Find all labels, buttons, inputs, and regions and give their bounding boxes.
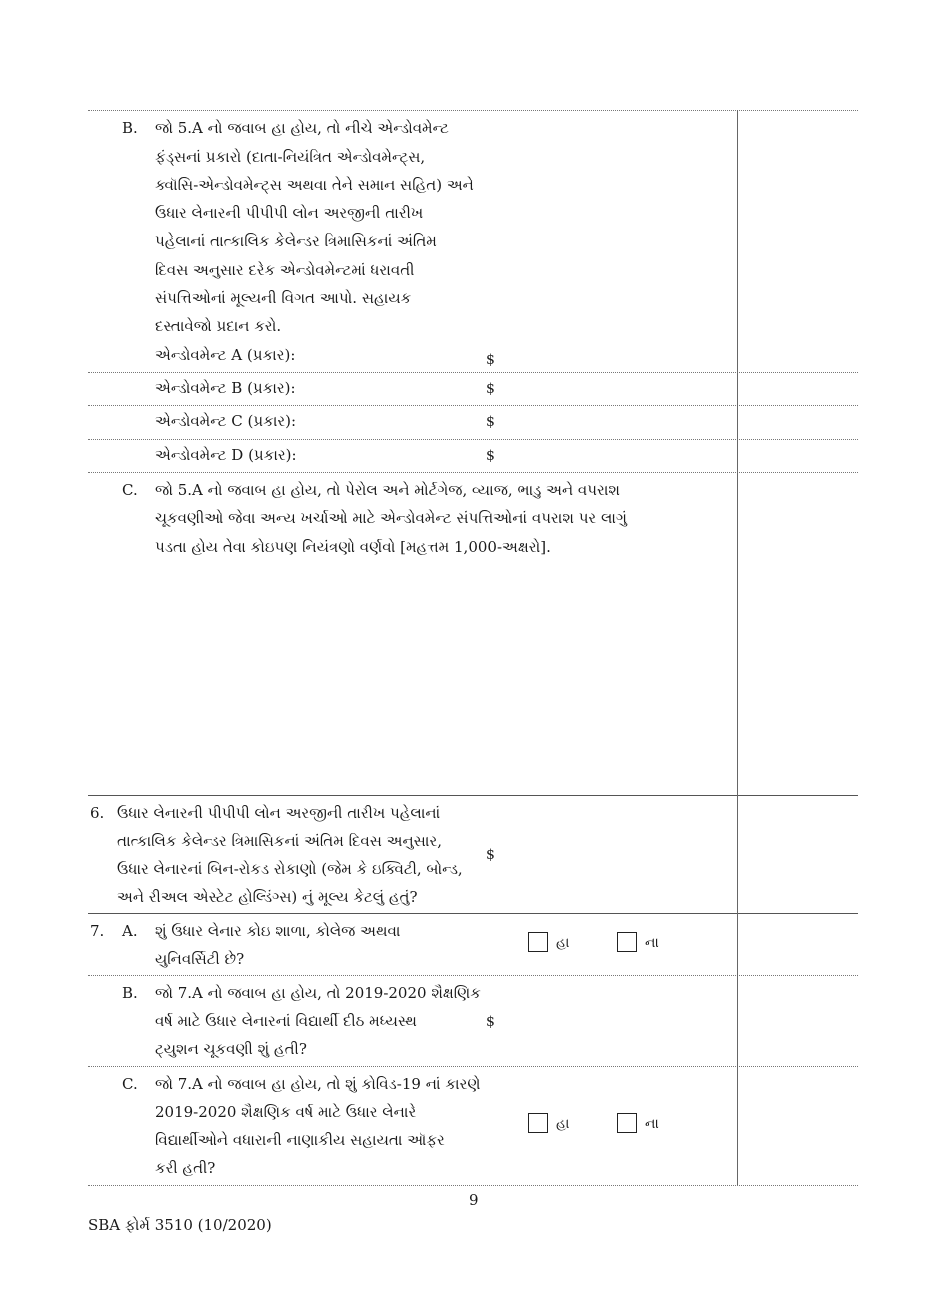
row-divider — [88, 110, 858, 111]
q7c-line: જો 7.A નો જવાબ હા હોય, તો શું કોવિડ-19 નાં કારણે — [155, 1075, 481, 1093]
q7b-line: જો 7.A નો જવાબ હા હોય, તો 2019-2020 શૈક્ષણિક — [155, 984, 481, 1002]
q5b-line: દિવસ અનુસાર દરેક એન્ડોવમેન્ટમાં ધરાવતી — [155, 261, 415, 279]
row-divider — [88, 372, 858, 373]
q5b-line: સંપત્તિઓનાં મૂલ્યની વિગત આપો. સહાયક — [155, 289, 412, 307]
q5c-line: ચૂકવણીઓ જેવા અન્ય ખર્ચાઓ માટે એન્ડોવમેન્ટ સંપત્તિઓનાં વપરાશ પર લાગું — [155, 509, 627, 527]
q6-amount-field[interactable]: $ — [486, 847, 495, 863]
row-divider — [88, 439, 858, 440]
row-divider — [88, 1066, 858, 1067]
q7c-letter: C. — [122, 1075, 138, 1093]
q5b-line: જો 5.A નો જવાબ હા હોય, તો નીચે એન્ડોવમેન્ટ — [155, 119, 449, 137]
q7c-line: કરી હતી? — [155, 1159, 216, 1177]
q5b-line: પહેલાનાં તાત્કાલિક કેલેન્ડર ત્રિમાસિકનાં અંતિમ — [155, 232, 437, 250]
q7b-line: ટ્યુશન ચૂકવણી શું હતી? — [155, 1040, 307, 1058]
form-id: SBA ફોર્મ 3510 (10/2020) — [88, 1216, 272, 1234]
row-divider — [88, 975, 858, 976]
page-number: 9 — [469, 1191, 479, 1209]
q5b-line: દસ્તાવેજો પ્રદાન કરો. — [155, 317, 282, 335]
q6-number: 6. — [90, 804, 105, 822]
q5c-line: પડતા હોય તેવા કોઇપણ નિયંત્રણો વર્ણવો [મહત્તમ 1,000-અક્ષરો]. — [155, 538, 551, 556]
q7a-no-checkbox[interactable] — [617, 932, 637, 952]
q7a-line: યુનિવર્સિટી છે? — [155, 950, 245, 968]
q7c-line: 2019-2020 શૈક્ષણિક વર્ષ માટે ઉધાર લેનારે — [155, 1103, 417, 1121]
q5b-line: ક્વૉસિ-એન્ડોવમેન્ટ્સ અથવા તેને સમાન સહિત) અને — [155, 176, 474, 194]
q6-line: ઉધાર લેનારનાં બિન-રોકડ રોકાણો (જેમ કે ઇક્વિટી, બોન્ડ, — [117, 860, 463, 878]
q7a-yes-label: હા — [556, 935, 570, 951]
endowment-a-label: એન્ડોવમેન્ટ A (પ્રકાર): — [155, 346, 296, 364]
q7b-line: વર્ષ માટે ઉધાર લેનારનાં વિદ્યાર્થી દીઠ મધ્યસ્થ — [155, 1012, 417, 1030]
endowment-c-label: એન્ડોવમેન્ટ C (પ્રકાર): — [155, 412, 297, 430]
endowment-c-amount-field[interactable]: $ — [486, 414, 495, 430]
q5b-letter: B. — [122, 119, 138, 137]
endowment-d-label: એન્ડોવમેન્ટ D (પ્રકાર): — [155, 446, 297, 464]
row-divider — [88, 795, 858, 796]
q7b-letter: B. — [122, 984, 138, 1002]
q7a-yes-checkbox[interactable] — [528, 932, 548, 952]
q5c-answer-area[interactable] — [155, 565, 730, 790]
row-divider — [88, 1185, 858, 1186]
column-divider — [737, 110, 738, 1185]
q7a-line: શું ઉધાર લેનાર કોઇ શાળા, કોલેજ અથવા — [155, 922, 401, 940]
q7c-yes-label: હા — [556, 1116, 570, 1132]
q7c-line: વિદ્યાર્થીઓને વધારાની નાણાકીય સહાયતા ઑફર — [155, 1131, 445, 1149]
q6-line: તાત્કાલિક કેલેન્ડર ત્રિમાસિકનાં અંતિમ દિવસ અનુસાર, — [117, 832, 442, 850]
q6-line: ઉધાર લેનારની પીપીપી લોન અરજીની તારીખ પહેલાનાં — [117, 804, 441, 822]
q5b-line: ફંડ્સનાં પ્રકારો (દાતા-નિયંત્રિત એન્ડોવમેન્ટ્સ, — [155, 148, 426, 166]
q7c-yes-checkbox[interactable] — [528, 1113, 548, 1133]
q7c-no-label: ના — [645, 1116, 659, 1132]
endowment-d-amount-field[interactable]: $ — [486, 448, 495, 464]
q5c-letter: C. — [122, 481, 138, 499]
q5c-line: જો 5.A નો જવાબ હા હોય, તો પેરોલ અને મોર્ટગેજ, વ્યાજ, ભાડુ અને વપરાશ — [155, 481, 620, 499]
q6-line: અને રીઅલ એસ્ટેટ હોલ્ડિંગ્સ) નું મૂલ્ય કેટલું હતું? — [117, 888, 418, 906]
q5b-line: ઉધાર લેનારની પીપીપી લોન અરજીની તારીખ — [155, 204, 424, 222]
endowment-b-label: એન્ડોવમેન્ટ B (પ્રકાર): — [155, 379, 296, 397]
row-divider — [88, 913, 858, 914]
q7-number: 7. — [90, 922, 105, 940]
row-divider — [88, 472, 858, 473]
q7a-letter: A. — [122, 922, 138, 940]
endowment-b-amount-field[interactable]: $ — [486, 381, 495, 397]
q7a-no-label: ના — [645, 935, 659, 951]
q7c-no-checkbox[interactable] — [617, 1113, 637, 1133]
row-divider — [88, 405, 858, 406]
q7b-amount-field[interactable]: $ — [486, 1014, 495, 1030]
endowment-a-amount-field[interactable]: $ — [486, 352, 495, 368]
